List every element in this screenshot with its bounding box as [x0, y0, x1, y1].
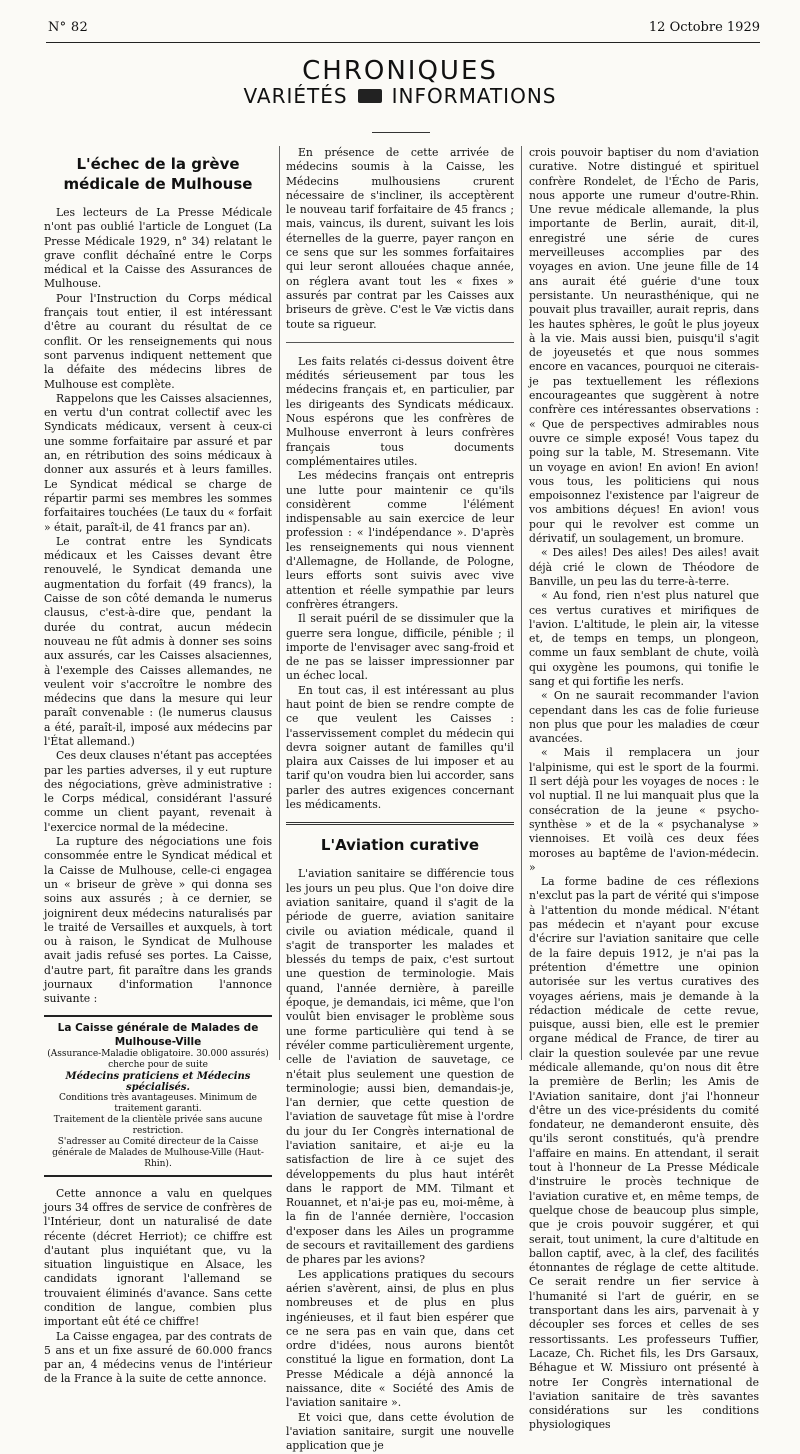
masthead-varietes: VARIÉTÉS: [243, 84, 348, 108]
ad-subtitle: Médecins praticiens et Médecins spécialisés.: [65, 1070, 251, 1093]
ad-title: La Caisse générale de Malades de Mulhouse-Ville: [57, 1021, 259, 1048]
paragraph: crois pouvoir baptiser du nom d'aviation curative. Notre distingué et spirituel confrère Rondelet, de l'Écho de Paris, nous apporte une rumeur d'outre-Rhin. Une revue médicale allemande, la plus importante de Berlin, aurait, dit-il, enregistré une série de cures merveilleuses accomplies par des voyages en avion. Une jeune fille de 14 ans aurait été guérie d'une toux persistante. Un neurasthénique, qui ne pouvait plus travailler, aurait repris, dans les hautes sphères, le goût le plus joyeux à la vie. Mais aussi bien, puisqu'il s'agit de joyeusetés et que nous sommes encore en vacances, pourquoi ne citerais-je pas textuellement les réflexions encourageantes que suggèrent à notre confrère ces intéressantes observations : « Que de perspectives admirables nous ouvre ce simple exposé! Vous tapez du poing sur la table, M. Stresemann. Vite un voyage en avion! En avion! En avion! vous tous, les politiciens qui nous empoisonnez l'existence par l'aigreur de vos ambitions déçues! En avion! vous pour qui le revolver est comme un dérivatif, un soulagement, un bromure.: [529, 146, 759, 546]
ad-line: S'adresser au Comité directeur de la Caisse générale de Malades de Mulhouse-Ville (Haut-Rhin).: [52, 1136, 264, 1169]
ad-line: cherche pour de suite: [108, 1059, 208, 1070]
masthead-informations: INFORMATIONS: [391, 84, 557, 108]
paragraph: La Caisse engagea, par des contrats de 5 ans et un fixe assuré de 60.000 francs par an, 4 médecins venus de l'intérieur de la France à la suite de cette annonce.: [44, 1329, 272, 1386]
ad-line: Conditions très avantageuses. Minimum de traitement garanti.: [59, 1092, 257, 1114]
ad-rule: [44, 1015, 272, 1017]
paragraph: « On ne saurait recommander l'avion cependant dans les cas de folie furieuse non plus que pour les maladies de cœur avancées.: [529, 689, 759, 746]
column-divider: [521, 146, 522, 1060]
caisse-advertisement: [44, 1021, 272, 1170]
paragraph: En tout cas, il est intéressant au plus haut point de bien se rendre compte de ce que veulent les Caisses : l'asservissement complet du médecin qui devra soigner autant de familles qu'il plaira aux Caisses de lui imposer et au tarif qu'on voudra bien lui accorder, sans parler des autres exigences concernant les médicaments.: [286, 683, 514, 812]
paragraph: L'aviation sanitaire se différencie tous les jours un peu plus. Que l'on doive dire aviation sanitaire, quand il s'agit de la période de guerre, aviation sanitaire civile ou aviation médicale, quand il s'agit de transporter les malades et blessés du temps de paix, c'est surtout une question de terminologie. Mais quand, l'année dernière, à pareille époque, je demandais, ici même, que l'on voulût bien envisager le problème sous une forme particulière qui tend à se révéler comme particulièrement urgente, celle de l'aviation de sauvetage, ce n'était plus seulement une question de terminologie; aussi bien, demandais-je, l'an dernier, que cette question de l'aviation de sauvetage fût mise à l'ordre du jour du Ier Congrès international de l'aviation sanitaire, et ai-je eu la satisfaction de lire à ce sujet des développements du plus haut intérêt dans le rapport de MM. Tilmant et Rouannet, et n'ai-je pas eu, moi-même, à la fin de l'année dernière, l'occasion d'exposer dans les Ailes un programme de secours et ravitaillement des gardiens de phares par les avions?: [286, 867, 514, 1267]
article-title-aviation: L'Aviation curative: [320, 836, 480, 855]
paragraph: Et voici que, dans cette évolution de l'aviation sanitaire, surgit une nouvelle application que je: [286, 1410, 514, 1453]
paragraph: Il serait puéril de se dissimuler que la guerre sera longue, difficile, pénible ; il importe de l'envisager avec sang-froid et de ne pas se laisser impressionner par un échec local.: [286, 612, 514, 683]
column-1: [44, 146, 272, 1386]
paragraph: « Mais il remplacera un jour l'alpinisme, qui est le sport de la fourmi. Il sert déjà pour les voyages de noces : le vol nuptial. Il ne lui manquait plus que la consécration de la jeune « psycho-synthèse » et de la « psychanalyse » viennoises. Et voilà ces deux fées moroses au baptême de l'avion-médecin. »: [529, 746, 759, 874]
paragraph: La forme badine de ces réflexions n'exclut pas la part de vérité qui s'impose à l'attention du monde médical. N'étant pas médecin et n'ayant pour excuse d'écrire sur l'aviation sanitaire que celle de la faire depuis 1912, je n'ai pas la prétention d'émettre une opinion autorisée sur les vertus curatives des voyages aériens, mais je demande à la rédaction médicale de cette revue, puisque, aussi bien, elle est le premier organe médical de France, de tirer au clair la question soulevée par une revue médicale allemande, qu'on nous dit être la première de Berlin; les Amis de l'Aviation sanitaire, dont j'ai l'honneur d'être un des vice-présidents du comité fondateur, ne demanderont ensuite, dès qu'ils seront constitués, qu'à prendre l'affaire en mains. En attendant, il serait tout à l'honneur de La Presse Médicale d'instruire le procès technique de l'aviation curative et, en même temps, de quelque chose de beaucoup plus simple, que je crois pouvoir suggérer, et qui serait, tout uniment, la cure d'altitude en ballon captif, avec, à la clef, des facilités étonnantes de réglage de cette altitude. Ce serait rendre un fier service à l'humanité si l'art de guérir, en se transportant dans les airs, parvenait à y découpler ses forces et celles de ses ressortissants. Les professeurs Tuffier, Lacaze, Ch. Richet fils, les Drs Garsaux, Béhague et W. Missiuro ont présenté à notre Ier Congrès international de l'aviation sanitaire de très savantes considérations sur les conditions physiologiques: [529, 875, 759, 1432]
column-divider: [279, 146, 280, 1060]
paragraph: Pour l'Instruction du Corps médical français tout entier, il est intéressant d'être au courant du résultat de ce conflit. Or les renseignements qui nous sont parvenus indiquent nettement que la défaite des médecins libres de Mulhouse est complète.: [44, 291, 272, 391]
masthead-chroniques: CHRONIQUES: [302, 56, 498, 86]
paragraph: Rappelons que les Caisses alsaciennes, en vertu d'un contrat collectif avec les Syndicats médicaux, versent à ceux-ci une somme forfaitaire par assuré et par an, en rétribution des soins médicaux à donner aux assurés et à leurs familles. Le Syndicat médical se charge de répartir parmi ses membres les sommes forfaitaires touchées (Le taux du « forfait » était, paraît-il, de 41 francs par an).: [44, 391, 272, 534]
ad-line: (Assurance-Maladie obligatoire. 30.000 assurés): [47, 1048, 269, 1059]
masthead: [0, 56, 800, 108]
paragraph: « Au fond, rien n'est plus naturel que ces vertus curatives et mirifiques de l'avion. L'altitude, le plein air, la vitesse et, de temps en temps, un plongeon, comme un faux semblant de chute, voilà qui oxygène les poumons, qui tonifie le sang et qui fortifie les nerfs.: [529, 589, 759, 688]
masthead-line2: [0, 84, 800, 108]
ad-line: Traitement de la clientèle privée sans aucune restriction.: [53, 1114, 263, 1136]
paragraph: Cette annonce a valu en quelques jours 34 offres de service de confrères de l'Intérieur, dont un naturalisé de date récente (décret Herriot); ce chiffre est d'autant plus inquiétant que, vu la situation linguistique en Alsace, les candidats ignorant l'allemand se trouvaient éliminés d'avance. Sans cette condition de langue, combien plus important eût été ce chiffre!: [44, 1186, 272, 1329]
paragraph: La rupture des négociations une fois consommée entre le Syndicat médical et la Caisse de Mulhouse, celle-ci engagea un « briseur de grève » qui donna ses soins aux assurés ; à ce dernier, se joignirent deux médecins naturalisés par le traité de Versailles et auxquels, à tort ou à raison, le Syndicat de Mulhouse avait jadis refusé ses portes. La Caisse, d'autre part, fit paraître dans les grands journaux d'information l'annonce suivante :: [44, 835, 272, 1006]
ornament-icon: [358, 89, 382, 103]
column-2: [286, 146, 514, 1453]
paragraph: En présence de cette arrivée de médecins soumis à la Caisse, les Médecins mulhousiens crurent nécessaire de s'incliner, ils acceptèrent le nouveau tarif forfaitaire de 45 francs ; mais, vaincus, ils durent, suivant les lois éternelles de la guerre, payer rançon en ce sens que sur les sommes forfaitaires qui leur seront allouées chaque année, on réglera avant tout les « fixes » assurés par contrat par les Caisses aux briseurs de grève. C'est le Væ victis dans toute sa rigueur.: [286, 146, 514, 331]
paragraph: Les applications pratiques du secours aérien s'avèrent, ainsi, de plus en plus nombreuses et de plus en plus ingénieuses, et il faut bien espérer que ce ne sera pas en vain que, dans cet ordre d'idées, nous aurons bientôt constitué la ligue en formation, dont La Presse Médicale a déjà annoncé la naissance, dite « Société des Amis de l'aviation sanitaire ».: [286, 1267, 514, 1410]
paragraph-rule: [286, 342, 514, 343]
issue-number: N° 82: [48, 20, 89, 35]
paragraph: Les médecins français ont entrepris une lutte pour maintenir ce qu'ils considèrent comme l'élément indispensable au sain exercice de leur profession : « l'indépendance ». D'après les renseignements qui nous viennent d'Allemagne, de Hollande, de Pologne, leurs efforts sont suivis avec vive attention et réelle sympathie par leurs confrères étrangers.: [286, 469, 514, 611]
paragraph: Les lecteurs de La Presse Médicale n'ont pas oublié l'article de Longuet (La Presse Médicale 1929, n° 34) relatant le grave conflit déchaîné entre le Corps médical et la Caisse des Assurances de Mulhouse.: [44, 206, 272, 291]
column-3: [529, 146, 759, 1432]
masthead-rule: [372, 132, 430, 133]
paragraph: Ces deux clauses n'étant pas acceptées par les parties adverses, il y eut rupture des négociations, grève administrative : le Corps médical, considérant l'assuré comme un client payant, revenait à l'exercice normal de la médecine.: [44, 749, 272, 834]
paragraph: Les faits relatés ci-dessus doivent être médités sérieusement par tous les médecins français et, en particulier, par les dirigeants des Syndicats médicaux. Nous espérons que les confrères de Mulhouse enverront à leurs confrères français tous documents complémentaires utiles.: [286, 354, 514, 468]
issue-date: 12 Octobre 1929: [648, 20, 760, 35]
article-title-greve: L'échec de la grève médicale de Mulhouse: [63, 155, 253, 193]
article-separator: [286, 822, 514, 825]
header-rule: [46, 42, 760, 43]
paragraph: Le contrat entre les Syndicats médicaux et les Caisses devant être renouvelé, le Syndicat demanda une augmentation du forfait (49 francs), la Caisse de son côté demanda le numerus clausus, c'est-à-dire que, pendant la durée du contrat, aucun médecin nouveau ne fût admis à donner ses soins aux assurés, car les Caisses alsaciennes, à l'exemple des Caisses allemandes, ne veulent voir s'accroître le nombre des médecins que dans la mesure qui leur paraît convenable : (le numerus clausus a été, paraît-il, imposé aux médecins par l'État allemand.): [44, 534, 272, 748]
paragraph: « Des ailes! Des ailes! Des ailes! avait déjà crié le clown de Théodore de Banville, un peu las du terre-à-terre.: [529, 546, 759, 588]
ad-rule: [44, 1175, 272, 1177]
